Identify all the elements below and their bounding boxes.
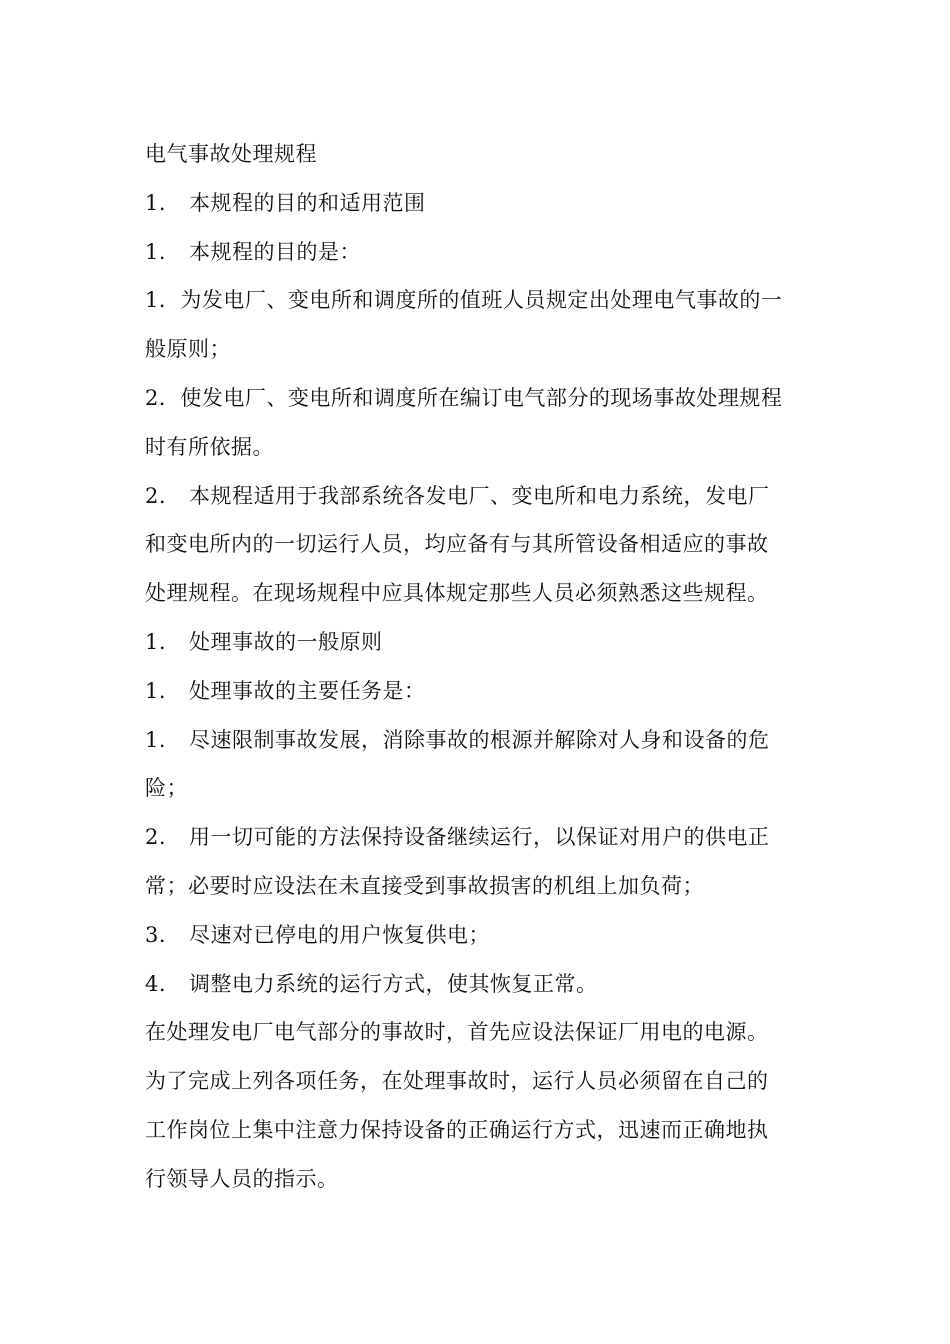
list-item-continuation	[145, 862, 815, 911]
document-body	[145, 130, 815, 1204]
item-number: 2.	[145, 825, 167, 850]
item-number: 3.	[145, 922, 167, 947]
line-text: 本规程适用于我部系统各发电厂、变电所和电力系统，发电厂	[189, 483, 770, 508]
line-text: 使发电厂、变电所和调度所在编订电气部分的现场事故处理规程	[180, 385, 783, 410]
line-text: 时有所依据。	[145, 434, 274, 459]
item-number: 2.	[145, 483, 167, 508]
subsection-heading	[145, 667, 815, 716]
subsection-heading	[145, 228, 815, 277]
paragraph-line	[145, 1008, 815, 1057]
line-text: 用一切可能的方法保持设备继续运行，以保证对用户的供电正	[189, 825, 770, 850]
item-number: 1.	[145, 727, 167, 752]
list-item	[145, 716, 815, 765]
line-text: 常；必要时应设法在未直接受到事故损害的机组上加负荷；	[145, 873, 704, 898]
section-heading	[145, 618, 815, 667]
line-text: 处理规程。在现场规程中应具体规定那些人员必须熟悉这些规程。	[145, 581, 769, 606]
list-item-continuation	[145, 423, 815, 472]
item-number: 1.	[145, 190, 167, 215]
item-number: 2．	[145, 385, 181, 410]
list-item	[145, 813, 815, 862]
paragraph-line	[145, 472, 815, 521]
line-text: 在处理发电厂电气部分的事故时，首先应设法保证厂用电的电源。	[145, 1020, 769, 1045]
line-text: 本规程的目的和适用范围	[189, 190, 426, 215]
line-text: 行领导人员的指示。	[145, 1166, 339, 1191]
line-text: 般原则；	[145, 337, 231, 362]
list-item-continuation	[145, 325, 815, 374]
line-text: 尽速限制事故发展，消除事故的根源并解除对人身和设备的危	[189, 727, 770, 752]
line-text: 工作岗位上集中注意力保持设备的正确运行方式，迅速而正确地执	[145, 1117, 769, 1142]
document-title: 电气事故处理规程	[145, 142, 317, 166]
section-heading	[145, 179, 815, 228]
line-text: 和变电所内的一切运行人员，均应备有与其所管设备相适应的事故	[145, 532, 769, 557]
line-text: 调整电力系统的运行方式，使其恢复正常。	[189, 971, 598, 996]
paragraph-continuation	[145, 1155, 815, 1204]
line-text: 为发电厂、变电所和调度所的值班人员规定出处理电气事故的一	[180, 288, 783, 313]
list-item	[145, 276, 815, 325]
item-number: 1．	[145, 288, 181, 313]
list-item	[145, 911, 815, 960]
item-number: 1.	[145, 239, 167, 264]
item-number: 4.	[145, 971, 167, 996]
line-text: 处理事故的一般原则	[189, 629, 383, 654]
line-text: 本规程的目的是：	[189, 239, 361, 264]
paragraph-continuation	[145, 520, 815, 569]
list-item	[145, 374, 815, 423]
item-number: 1.	[145, 629, 167, 654]
paragraph-continuation	[145, 1106, 815, 1155]
line-text: 险；	[145, 776, 188, 801]
line-text: 尽速对已停电的用户恢复供电；	[189, 922, 490, 947]
list-item-continuation	[145, 764, 815, 813]
paragraph-continuation	[145, 569, 815, 618]
paragraph-line	[145, 1057, 815, 1106]
line-text: 处理事故的主要任务是：	[189, 678, 426, 703]
line-text: 为了完成上列各项任务，在处理事故时，运行人员必须留在自己的	[145, 1069, 769, 1094]
list-item	[145, 960, 815, 1009]
item-number: 1.	[145, 678, 167, 703]
